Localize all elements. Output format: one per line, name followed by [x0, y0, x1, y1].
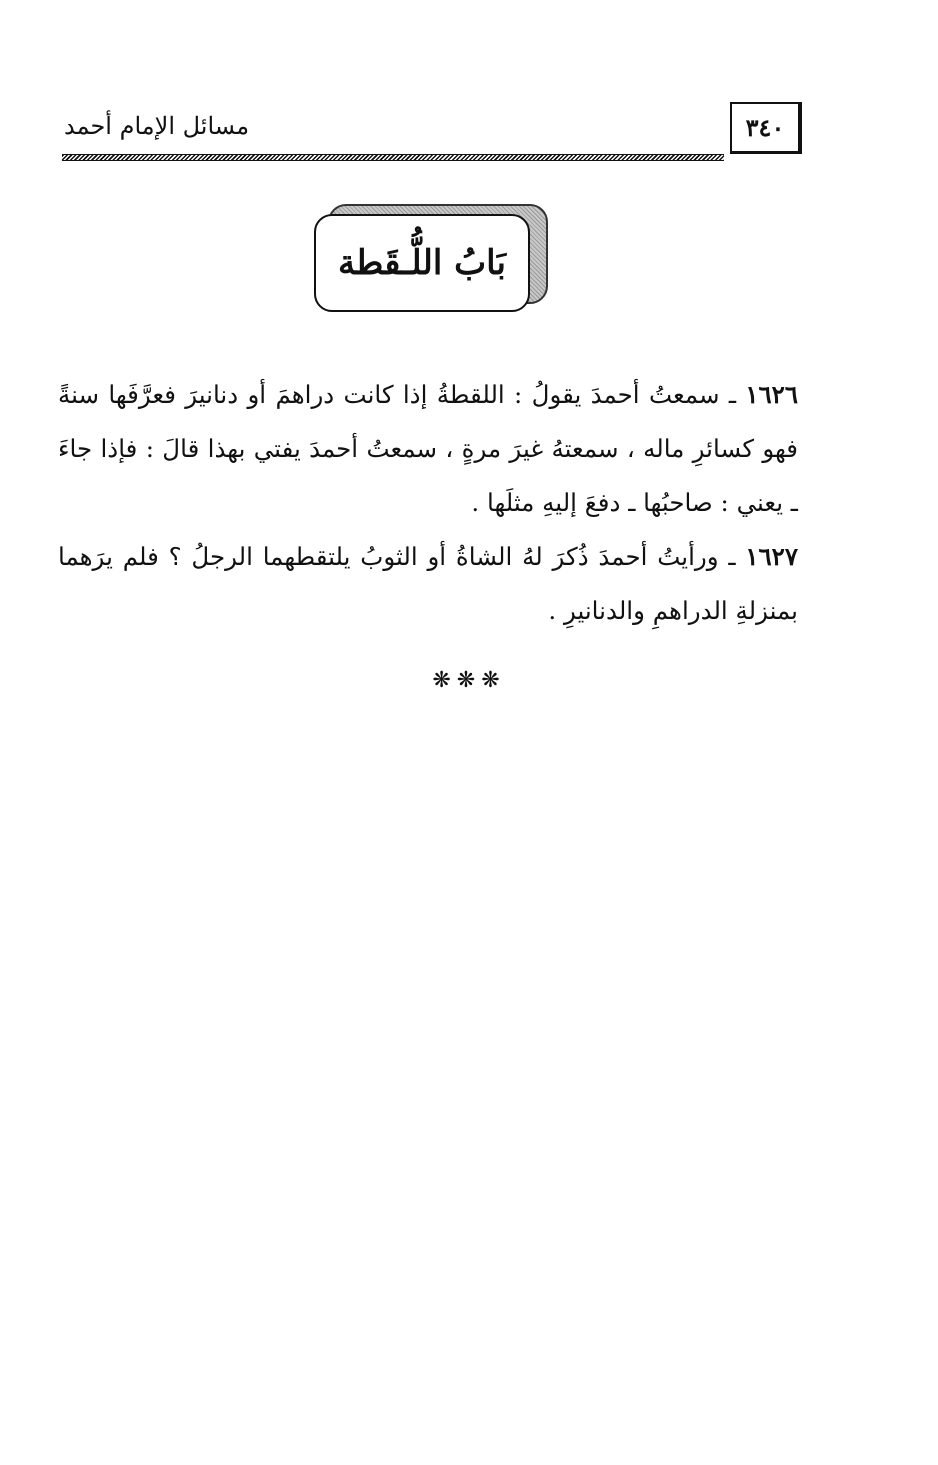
paragraph-text: سمعتُ أحمدَ يقولُ : اللقطةُ إذا كانت دراهمَ أو دنانيرَ فعرَّفَها سنةً فهو كسائرِ ماله ، سمعتهُ غيرَ مرةٍ ، سمعتُ أحمدَ يفتي بهذا قالَ : فإذا جاءَ ـ يعني : صاحبُها ـ دفعَ إليهِ مثلَها . [58, 380, 798, 517]
chapter-title-box [314, 214, 530, 312]
page-number: ٣٤٠ [745, 113, 785, 142]
paragraph-1626 [58, 368, 798, 530]
chapter-heading [314, 204, 546, 314]
paragraph-text: ورأيتُ أحمدَ ذُكرَ لهُ الشاةُ أو الثوبُ يلتقطهما الرجلُ ؟ فلم يرَهما بمنزلةِ الدراهمِ والدنانيرِ . [58, 542, 798, 625]
paragraph-number: ١٦٢٦ [745, 380, 798, 409]
body-text [58, 368, 798, 638]
page-number-box [730, 102, 802, 154]
header-rule [62, 154, 724, 161]
page-header [62, 98, 802, 160]
paragraph-dash: ـ [719, 380, 746, 409]
chapter-title: بَابُ اللُّـقَطة [338, 243, 507, 283]
running-title: مسائل الإمام أحمد [64, 112, 250, 140]
section-divider-stars: ❋❋❋ [432, 668, 506, 693]
paragraph-dash: ـ [718, 542, 746, 571]
paragraph-number: ١٦٢٧ [745, 542, 798, 571]
paragraph-1627 [58, 530, 798, 638]
